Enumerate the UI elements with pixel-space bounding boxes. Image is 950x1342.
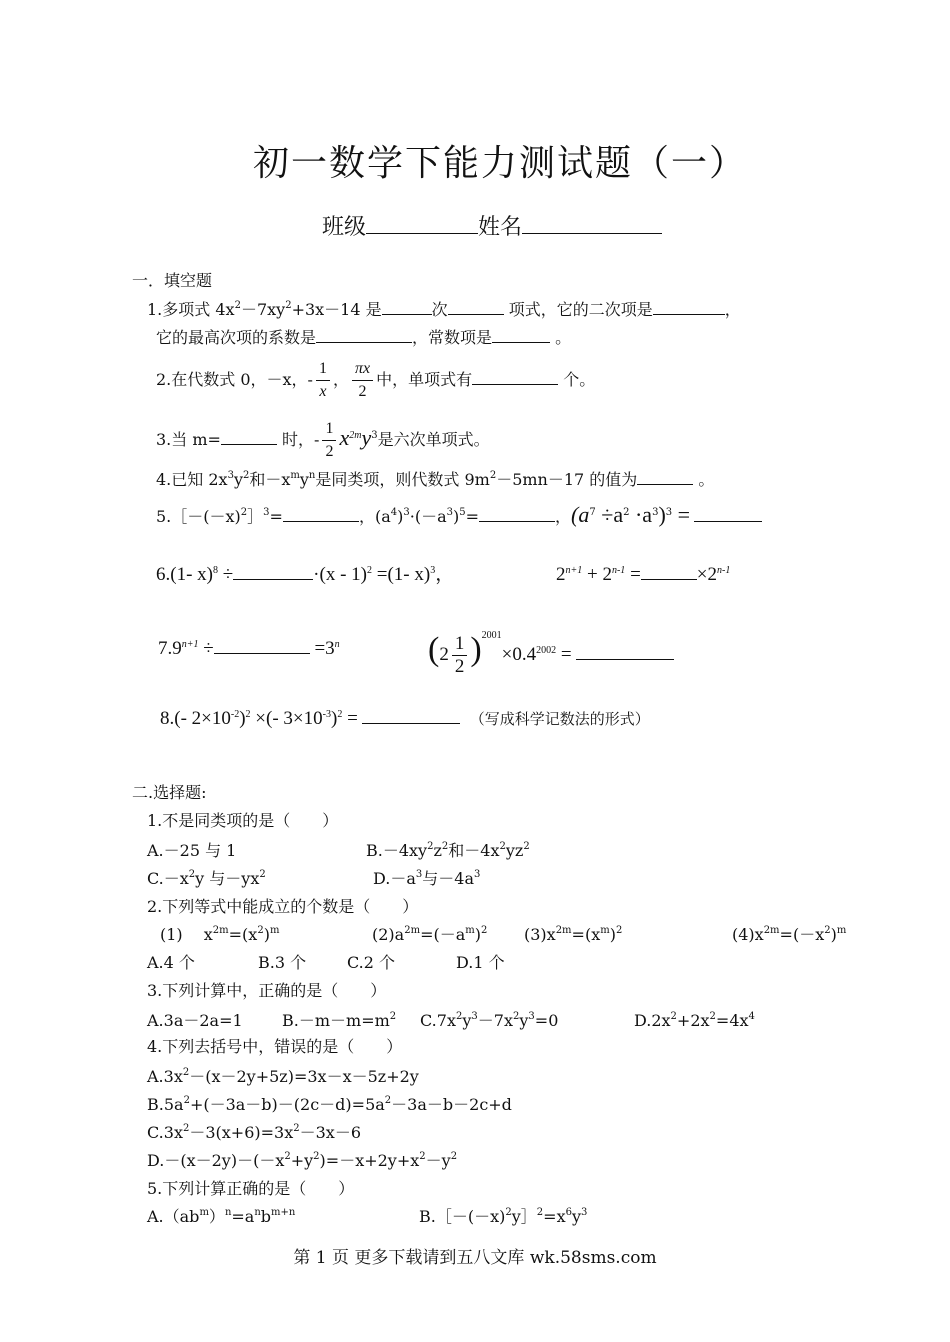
mc5-option-b[interactable]: $B.[-(-x)^2y]^2=x^6y^3$	[419, 1207, 588, 1226]
question-1: 1.多项式 $4x^2-7xy^2+3x-14$ 是 次 项式，它的二次项是 ，	[147, 300, 741, 319]
mc3-option-b[interactable]: $B.-m-m=m^2$	[282, 1011, 397, 1030]
question-5: $5.[-(-x)^2]^3=$ ，$(a^4)^3\cdot(-a^3)^5=$ ，$(a^7 \div a^2 \cdot a^3)^3$ =	[156, 504, 762, 528]
class-blank[interactable]	[366, 217, 478, 234]
fraction-1-over-2: $\frac{1}{2}$	[322, 418, 336, 463]
mc1-option-c[interactable]: $C.-x^2y$ 与$-yx^2$	[147, 869, 266, 888]
q1-blank-quadratic[interactable]	[653, 298, 725, 315]
section1-heading: 一．填空题	[132, 271, 213, 290]
mc2-statement-2: $(2)a^{2m}=(-a^m)^2$	[372, 925, 488, 944]
mc2-statement-4: $(4)x^{2m}=(-x^2)^m$	[732, 925, 847, 944]
mc-question-2: 2.下列等式中能成立的个数是（ ）	[147, 897, 419, 916]
mc2-option-b[interactable]: B.3 个	[258, 953, 307, 972]
question-8: 8.(- $2\times 10^{-2})^2$ ×(- $3\times 10^{-3})^2$ = （写成科学记数法的形式）	[160, 708, 650, 729]
mc1-option-a[interactable]: A.－25 与 1	[147, 841, 237, 860]
fraction-1-over-x: $\frac{1}{x}$	[316, 358, 330, 403]
question-1-line2: 它的最高次项的系数是 ，常数项是 。	[156, 328, 572, 347]
question-4: 4.已知 $2x^3y^2$和$-x^my^n$是同类项，则代数式 $9m^2-5mn-17$ 的值为 。	[156, 470, 715, 489]
q6-blank-1[interactable]	[233, 563, 313, 580]
question-3: 3.当 m= 时，- $\frac{1}{2}$ $x^{2m}y^3$是六次单项式。	[156, 414, 490, 464]
mc2-option-d[interactable]: D.1 个	[456, 953, 505, 972]
section2-heading: 二.选择题:	[132, 783, 207, 802]
mc3-option-d[interactable]: $D.2x^2+2x^2=4x^4$	[634, 1011, 755, 1030]
mc5-option-a[interactable]: $A.(ab^m)^n=a^nb^{m+n}$	[147, 1207, 296, 1226]
mc2-statement-3: $(3)x^{2m}=(x^m)^2$	[524, 925, 623, 944]
question-6-part2: $2^{n+1} + 2^{n-1} = \times 2^{n-1}$	[556, 564, 731, 585]
q1-blank-degree[interactable]	[382, 298, 432, 315]
q1-blank-coefficient[interactable]	[316, 326, 412, 343]
mc2-option-a[interactable]: A.4 个	[147, 953, 195, 972]
q4-blank[interactable]	[637, 468, 693, 485]
class-label: 班级	[322, 215, 367, 240]
q7-blank-1[interactable]	[214, 637, 310, 654]
student-info	[322, 210, 662, 241]
q1-blank-constant[interactable]	[492, 326, 550, 343]
mc-question-1: 1.不是同类项的是（ ）	[147, 811, 339, 830]
q5-blank-1[interactable]	[283, 505, 359, 522]
mc2-option-c[interactable]: C.2 个	[347, 953, 396, 972]
question-7-part2: (2 $\frac{1}{2}$ )$^{2001}\times 0.4^{2002}$ =	[428, 622, 674, 683]
q5-blank-2[interactable]	[479, 505, 555, 522]
mc-question-5: 5.下列计算正确的是（ ）	[147, 1179, 355, 1198]
q8-blank[interactable]	[362, 707, 460, 724]
mc4-option-b[interactable]: $B.5a^2+(-3a-b)-(2c-d)=5a^2-3a-b-2c+d$	[147, 1095, 512, 1114]
page-title: 初一数学下能力测试题（一）	[252, 143, 747, 184]
q2-blank[interactable]	[472, 368, 558, 385]
question-7: $7.9^{n+1} \div =3^n$	[158, 638, 340, 659]
mc4-option-c[interactable]: $C.3x^2-3(x+6)=3x^2-3x-6$	[147, 1123, 361, 1142]
q1-blank-terms[interactable]	[448, 298, 504, 315]
mc-question-4: 4.下列去括号中，错误的是（ ）	[147, 1037, 403, 1056]
mc4-option-a[interactable]: $A.3x^2-(x-2y+5z)=3x-x-5z+2y$	[147, 1067, 419, 1086]
q7-blank-2[interactable]	[576, 643, 674, 660]
mc4-option-d[interactable]: $D.-(x-2y)-(-x^2+y^2)=-x+2y+x^2-y^2$	[147, 1151, 458, 1170]
mc3-option-a[interactable]: A.3a－2a=1	[147, 1011, 243, 1030]
question-6: 6.(1- x)$^8$ ÷ ·(x - 1)$^2$ =(1- x)$^3$，	[156, 564, 455, 585]
page-footer: 第 1 页 更多下载请到五八文库 wk.58sms.com	[293, 1248, 657, 1268]
mc3-option-c[interactable]: $C.7x^2y^3-7x^2y^3=0$	[420, 1011, 559, 1030]
mc-question-3: 3.下列计算中，正确的是（ ）	[147, 981, 387, 1000]
mc2-statement-1: (1) $x^{2m}=(x^2)^m$	[160, 925, 280, 944]
mc1-option-d[interactable]: $D.-a^3$与$-4a^3$	[373, 869, 481, 888]
question-2: 2.在代数式 0，－x，- $\frac{1}{x}$ ， $\frac{\pi x}{2}$ 中，单项式有 个。	[156, 356, 595, 404]
name-label: 姓名	[478, 215, 523, 240]
name-blank[interactable]	[522, 217, 662, 234]
q3-blank[interactable]	[221, 428, 277, 445]
fraction-1-over-2-mixed: $\frac{1}{2}$	[452, 633, 468, 678]
mc1-option-b[interactable]: $B.-4xy^2z^2$和$-4x^2yz^2$	[366, 841, 530, 860]
q5-blank-3[interactable]	[694, 505, 762, 522]
q6-blank-2[interactable]	[641, 563, 697, 580]
fraction-pi-x-over-2: $\frac{\pi x}{2}$	[352, 358, 373, 403]
